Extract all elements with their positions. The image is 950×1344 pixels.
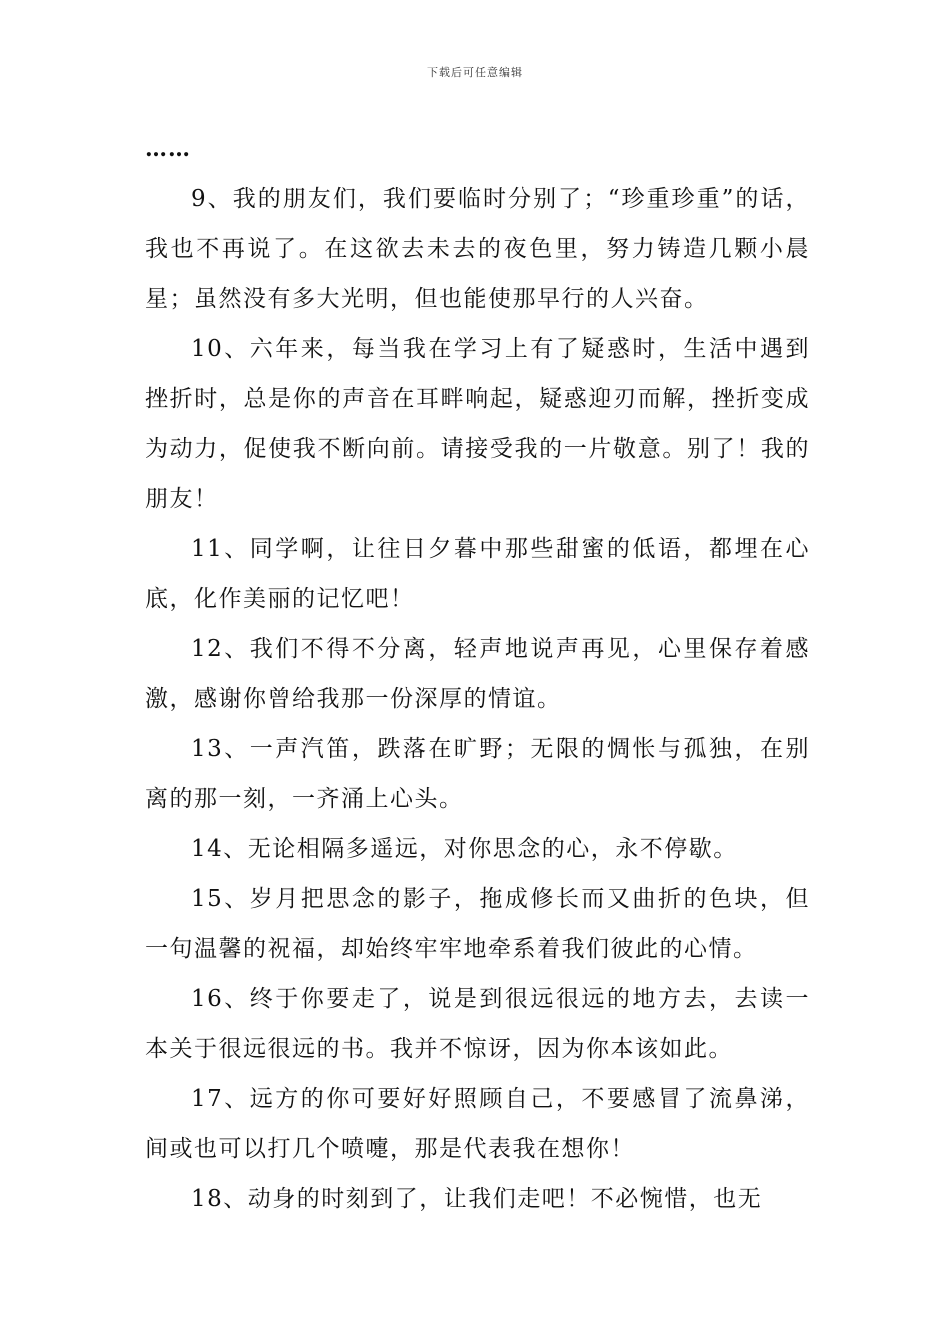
paragraph-15: 15、岁月把思念的影子，拖成修长而又曲折的色块，但一句温馨的祝福，却始终牢牢地牵系着我们彼此的心情。 xyxy=(145,886,810,962)
page-header: 下载后可任意编辑 xyxy=(427,66,523,79)
paragraph-16: 16、终于你要走了，说是到很远很远的地方去，去读一本关于很远很远的书。我并不惊讶，因为你本该如此。 xyxy=(145,986,810,1062)
paragraph-14: 14、无论相隔多遥远，对你思念的心，永不停歇。 xyxy=(191,836,738,862)
paragraph-9: 9、我的朋友们，我们要临时分别了；“珍重珍重”的话，我也不再说了。在这欲去未去的夜色里，努力铸造几颗小晨星；虽然没有多大光明，但也能使那早行的人兴奋。 xyxy=(145,186,810,312)
paragraph-11: 11、同学啊，让往日夕暮中那些甜蜜的低语，都埋在心底，化作美丽的记忆吧！ xyxy=(145,536,810,612)
ellipsis-line: …… xyxy=(145,136,191,162)
paragraph-12: 12、我们不得不分离，轻声地说声再见，心里保存着感激，感谢你曾给我那一份深厚的情谊。 xyxy=(145,636,810,712)
paragraph-13: 13、一声汽笛，跌落在旷野；无限的惆怅与孤独，在别离的那一刻，一齐涌上心头。 xyxy=(145,736,810,812)
paragraph-17: 17、远方的你可要好好照顾自己，不要感冒了流鼻涕，间或也可以打几个喷嚏，那是代表我在想你！ xyxy=(145,1086,810,1162)
paragraph-18: 18、动身的时刻到了，让我们走吧！不必惋惜，也无 xyxy=(191,1186,763,1212)
document-body xyxy=(145,124,810,1224)
paragraph-10: 10、六年来，每当我在学习上有了疑惑时，生活中遇到挫折时，总是你的声音在耳畔响起，疑惑迎刃而解，挫折变成为动力，促使我不断向前。请接受我的一片敬意。别了！我的朋友！ xyxy=(145,336,810,512)
